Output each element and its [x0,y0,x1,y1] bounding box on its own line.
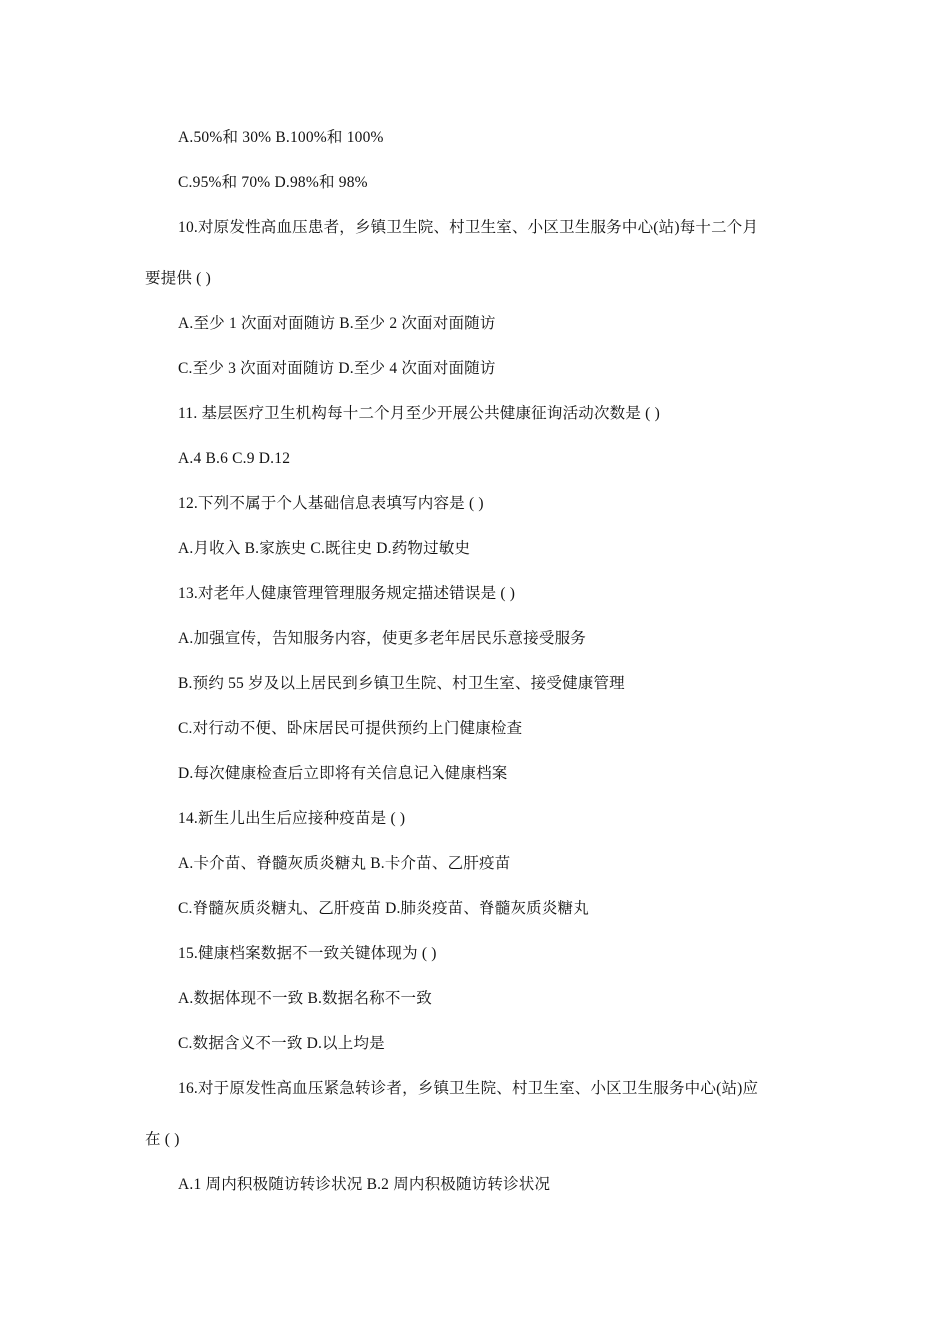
question-10-text: 10.对原发性高血压患者，乡镇卫生院、村卫生室、小区卫生服务中心(站)每十二个月 [178,219,759,236]
answer-option-d: D.每次健康检查后立即将有关信息记入健康档案 [178,765,508,782]
answer-option-c: C.对行动不便、卧床居民可提供预约上门健康检查 [178,720,523,737]
answer-options-line: C.脊髓灰质炎糖丸、乙肝疫苗 D.肺炎疫苗、脊髓灰质炎糖丸 [178,900,589,917]
question-15-text: 15.健康档案数据不一致关键体现为 ( ) [178,945,437,962]
question-13-text: 13.对老年人健康管理管理服务规定描述错误是 ( ) [178,585,516,602]
question-11-text: 11. 基层医疗卫生机构每十二个月至少开展公共健康征询活动次数是 ( ) [178,405,660,422]
question-16-text: 16.对于原发性高血压紧急转诊者，乡镇卫生院、村卫生室、小区卫生服务中心(站)应 [178,1080,759,1097]
answer-options-line: A.1 周内积极随访转诊状况 B.2 周内积极随访转诊状况 [178,1176,551,1193]
answer-option-b: B.预约 55 岁及以上居民到乡镇卫生院、村卫生室、接受健康管理 [178,675,625,692]
question-16-text-continued: 在 ( ) [145,1131,180,1148]
answer-options-line: A.月收入 B.家族史 C.既往史 D.药物过敏史 [178,540,471,557]
answer-options-line: A.4 B.6 C.9 D.12 [178,450,291,467]
answer-options-line: A.50%和 30% B.100%和 100% [178,129,384,146]
answer-options-line: C.至少 3 次面对面随访 D.至少 4 次面对面随访 [178,360,496,377]
answer-options-line: A.至少 1 次面对面随访 B.至少 2 次面对面随访 [178,315,496,332]
answer-options-line: C.数据含义不一致 D.以上均是 [178,1035,385,1052]
question-14-text: 14.新生儿出生后应接种疫苗是 ( ) [178,810,406,827]
answer-options-line: C.95%和 70% D.98%和 98% [178,174,368,191]
question-10-text-continued: 要提供 ( ) [145,270,211,287]
question-12-text: 12.下列不属于个人基础信息表填写内容是 ( ) [178,495,484,512]
answer-option-a: A.加强宣传，告知服务内容，使更多老年居民乐意接受服务 [178,630,586,647]
answer-options-line: A.卡介苗、脊髓灰质炎糖丸 B.卡介苗、乙肝疫苗 [178,855,511,872]
answer-options-line: A.数据体现不一致 B.数据名称不一致 [178,990,432,1007]
